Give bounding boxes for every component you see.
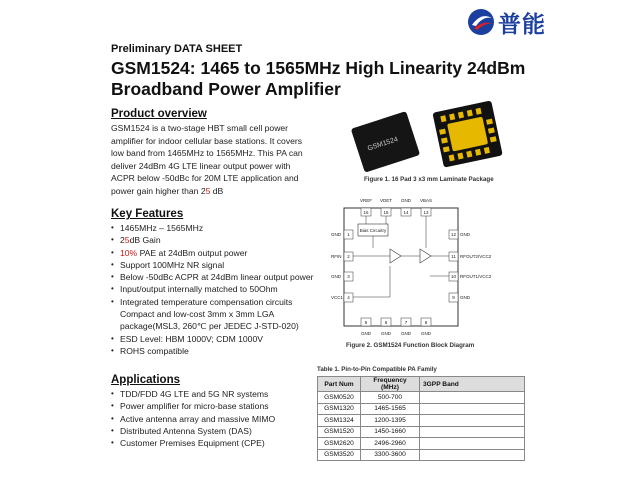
figure1-caption: Figure 1. 16 Pad 3 x3 mm Laminate Package <box>364 176 494 183</box>
overview-heading: Product overview <box>111 108 207 120</box>
figure2-caption: Figure 2. GSM1524 Function Block Diagram <box>346 342 475 349</box>
pin-label: GND <box>331 274 341 279</box>
list-item: • 10% PAE at 24dBm output power <box>111 247 321 259</box>
block-diagram <box>330 196 492 342</box>
chip-marking: GSM1524 <box>366 136 399 153</box>
list-item: • Customer Premises Equipment (CPE) <box>111 437 321 449</box>
pin-label: VBAS <box>419 198 433 203</box>
pin-number: 8 <box>424 320 428 325</box>
pin-number: 2 <box>347 254 350 259</box>
pin-label: GND <box>361 331 371 336</box>
document-title: GSM1524: 1465 to 1565MHz High Linearity 24dBm Broadband Power Amplifier <box>111 58 526 99</box>
pin-number: 4 <box>347 295 350 300</box>
features-heading: Key Features <box>111 208 184 220</box>
pin-number: 7 <box>404 320 408 325</box>
pin-label: RFOUT2/VCC2 <box>460 254 492 259</box>
list-item: • Below -50dBc ACPR at 24dBm linear output power <box>111 271 321 283</box>
table-row: GSM1324 1200-1395 <box>318 415 525 427</box>
pa-family-table <box>317 376 525 461</box>
pin-number: 15 <box>383 210 389 215</box>
applications-list <box>111 388 321 449</box>
pin-label: GND <box>460 295 470 300</box>
list-item: • 25dB Gain <box>111 234 321 246</box>
pin-label: RFIN <box>331 254 342 259</box>
table-caption: Table 1. Pin-to-Pin Compatible PA Family <box>317 366 437 373</box>
features-list <box>111 222 321 357</box>
pin-number: 14 <box>403 210 409 215</box>
list-item: • Integrated temperature compensation circuits Compact and low-cost 3mm x 3mm LGA package(MSL3, 260℃ per JEDEC J-STD-020) <box>111 296 321 333</box>
bias-label: Bias Circuitry <box>359 228 387 233</box>
pin-number: 9 <box>452 295 455 300</box>
pin-number: 11 <box>451 254 456 259</box>
list-item: • Distributed Antenna System (DAS) <box>111 425 321 437</box>
pin-label: GND <box>401 331 411 336</box>
column-header: Part Num <box>318 377 361 392</box>
list-item: • Power amplifier for micro-base stations <box>111 400 321 412</box>
pin-label: GND <box>460 232 470 237</box>
list-item: • 1465MHz – 1565MHz <box>111 222 321 234</box>
pin-label: GND <box>401 198 411 203</box>
pin-number: 13 <box>423 210 429 215</box>
list-item: • ESD Level: HBM 1000V; CDM 1000V <box>111 333 321 345</box>
pin-number: 12 <box>450 232 457 237</box>
pin-label: GND <box>331 232 341 237</box>
column-header: 3GPP Band <box>420 377 525 392</box>
table-row: GSM0520 500-700 <box>318 392 525 404</box>
pin-label: GND <box>421 331 431 336</box>
pin-label: VDET <box>379 198 393 203</box>
pin-number: 10 <box>450 274 457 279</box>
pin-number: 3 <box>347 274 350 279</box>
list-item: • Active antenna array and massive MIMO <box>111 413 321 425</box>
pin-label: GND <box>381 331 391 336</box>
table-row: GSM1520 1450-1660 <box>318 426 525 438</box>
list-item: • TDD/FDD 4G LTE and 5G NR systems <box>111 388 321 400</box>
applications-heading: Applications <box>111 374 181 386</box>
list-item: • Input/output internally matched to 50Ohm <box>111 283 321 295</box>
pin-number: 1 <box>347 232 350 237</box>
pin-label: VCC1 <box>331 295 344 300</box>
pin-number: 16 <box>363 210 369 215</box>
column-header: Frequency (MHz) <box>361 377 420 392</box>
table-header-row <box>318 377 525 392</box>
preliminary-label: Preliminary DATA SHEET <box>111 43 243 55</box>
overview-text: GSM1524 is a two-stage HBT small cell power amplifier for indoor cellular base stations. It covers low band from 1465MHz to 1565MHz. This PA can deliver 24dBm 4G LTE linear output power with ACPR below -50dBc for 20M LTE application and power gain higher than 25 dB <box>111 123 303 196</box>
pin-number: 6 <box>384 320 388 325</box>
chip-package-image <box>348 100 508 172</box>
list-item: • ROHS compatible <box>111 345 321 357</box>
pin-label: RFOUT1/VCC2 <box>460 274 492 279</box>
pin-number: 5 <box>364 320 368 325</box>
pin-label: VREF <box>359 198 373 203</box>
table-row: GSM1320 1465-1565 <box>318 403 525 415</box>
logo-text: 普能 <box>498 12 546 38</box>
list-item: • Support 100MHz NR signal <box>111 259 321 271</box>
table-row: GSM2620 2496-2960 <box>318 438 525 450</box>
table-row: GSM3520 3300-3600 <box>318 449 525 461</box>
